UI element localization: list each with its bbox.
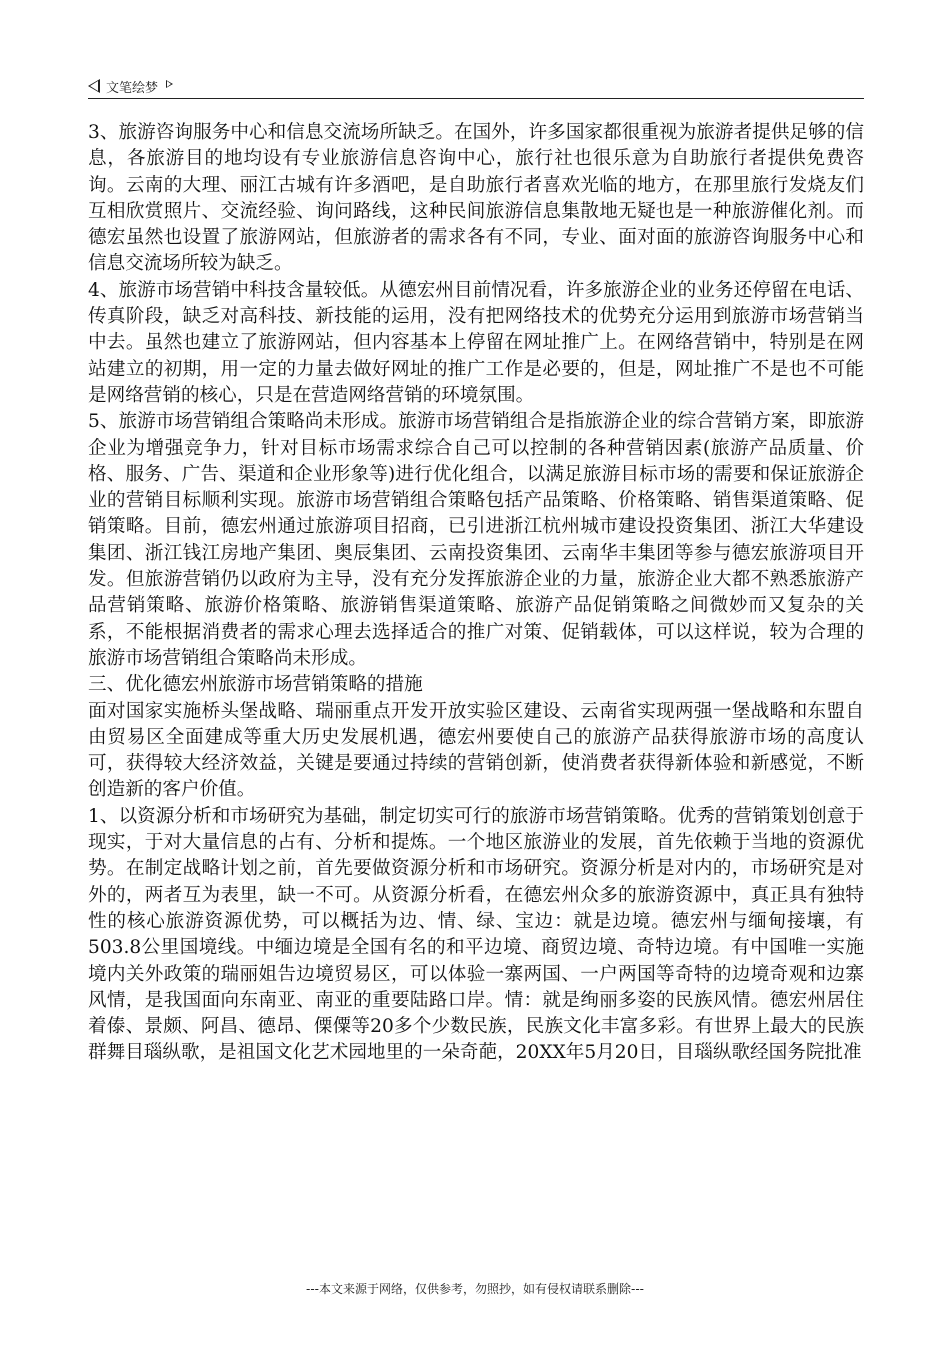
paragraph-intro: 面对国家实施桥头堡战略、瑞丽重点开发开放实验区建设、云南省实现两强一堡战略和东盟自由贸易区全面建成等重大历史发展机遇，德宏州要使自己的旅游产品获得旅游市场的高度认可，获得较大经济效益，关键是要通过持续的营销创新，使消费者获得新体验和新感觉，不断创造新的客户价值。 [88, 700, 864, 801]
paragraph-point-5: 5、旅游市场营销组合策略尚未形成。旅游市场营销组合是指旅游企业的综合营销方案，即旅游企业为增强竞争力，针对目标市场需求综合自己可以控制的各种营销因素(旅游产品质量、价格、服务、广告、渠道和企业形象等)进行优化组合，以满足旅游目标市场的需要和保证旅游企业的营销目标顺利实现。旅游市场营销组合策略包括产品策略、价格策略、销售渠道策略、促销策略。目前，德宏州通过旅游项目招商，已引进浙江杭州城市建设投资集团、浙江大华建设集团、浙江钱江房地产集团、奥辰集团、云南投资集团、云南华丰集团等参与德宏旅游项目开发。但旅游营销仍以政府为主导，没有充分发挥旅游企业的力量，旅游企业大都不熟悉旅游产品营销策略、旅游价格策略、旅游销售渠道策略、旅游产品促销策略之间微妙而又复杂的关系，不能根据消费者的需求心理去选择适合的推广对策、促销载体，可以这样说，较为合理的旅游市场营销组合策略尚未形成。 [88, 411, 864, 669]
triangle-right-icon [166, 80, 173, 88]
header-rule [88, 98, 864, 99]
body-text [88, 120, 864, 1067]
paragraph-point-3: 3、旅游咨询服务中心和信息交流场所缺乏。在国外，许多国家都很重视为旅游者提供足够的信息，各旅游目的地均设有专业旅游信息咨询中心，旅行社也很乐意为自助旅行者提供免费咨询。云南的大理、丽江古城有许多酒吧，是自助旅行者喜欢光临的地方，在那里旅行发烧友们互相欣赏照片、交流经验、询问路线，这种民间旅游信息集散地无疑也是一种旅游催化剂。而德宏虽然也设置了旅游网站，但旅游者的需求各有不同，专业、面对面的旅游咨询服务中心和信息交流场所较为缺乏。 [88, 122, 864, 275]
section-heading: 三、优化德宏州旅游市场营销策略的措施 [88, 674, 423, 696]
paragraph-point-4: 4、旅游市场营销中科技含量较低。从德宏州目前情况看，许多旅游企业的业务还停留在电话、传真阶段，缺乏对高科技、新技能的运用，没有把网络技术的优势充分运用到旅游市场营销当中去。虽然也建立了旅游网站，但内容基本上停留在网址推广上。在网络营销中，特别是在网站建立的初期，用一定的力量去做好网址的推广工作是必要的，但是，网址推广不是也不可能是网络营销的核心，只是在营造网络营销的环境氛围。 [88, 279, 864, 406]
paragraph-measure-1: 1、以资源分析和市场研究为基础，制定切实可行的旅游市场营销策略。优秀的营销策划创意于现实，于对大量信息的占有、分析和提炼。一个地区旅游业的发展，首先依赖于当地的资源优势。在制定战略计划之前，首先要做资源分析和市场研究。资源分析是对内的，市场研究是对外的，两者互为表里，缺一不可。从资源分析看，在德宏州众多的旅游资源中，真正具有独特性的核心旅游资源优势，可以概括为边、情、绿、宝边：就是边境。德宏州与缅甸接壤，有503.8公里国境线。中缅边境是全国有名的和平边境、商贸边境、奇特边境。有中国唯一实施境内关外政策的瑞丽姐告边境贸易区，可以体验一寨两国、一户两国等奇特的边境奇观和边寨风情，是我国面向东南亚、南亚的重要陆路口岸。情：就是绚丽多姿的民族风情。德宏州居住着傣、景颇、阿昌、德昂、傈僳等20多个少数民族，民族文化丰富多彩。有世界上最大的民族群舞目瑙纵歌，是祖国文化艺术园地里的一朵奇葩，20XX年5月20日，目瑙纵歌经国务院批准 [88, 805, 864, 1064]
header-title: 文笔绘梦 [106, 80, 159, 96]
triangle-left-icon [88, 79, 100, 93]
page-header [88, 74, 864, 98]
page-footer: ---本文来源于网络，仅供参考，勿照抄，如有侵权请联系删除--- [306, 1282, 644, 1296]
